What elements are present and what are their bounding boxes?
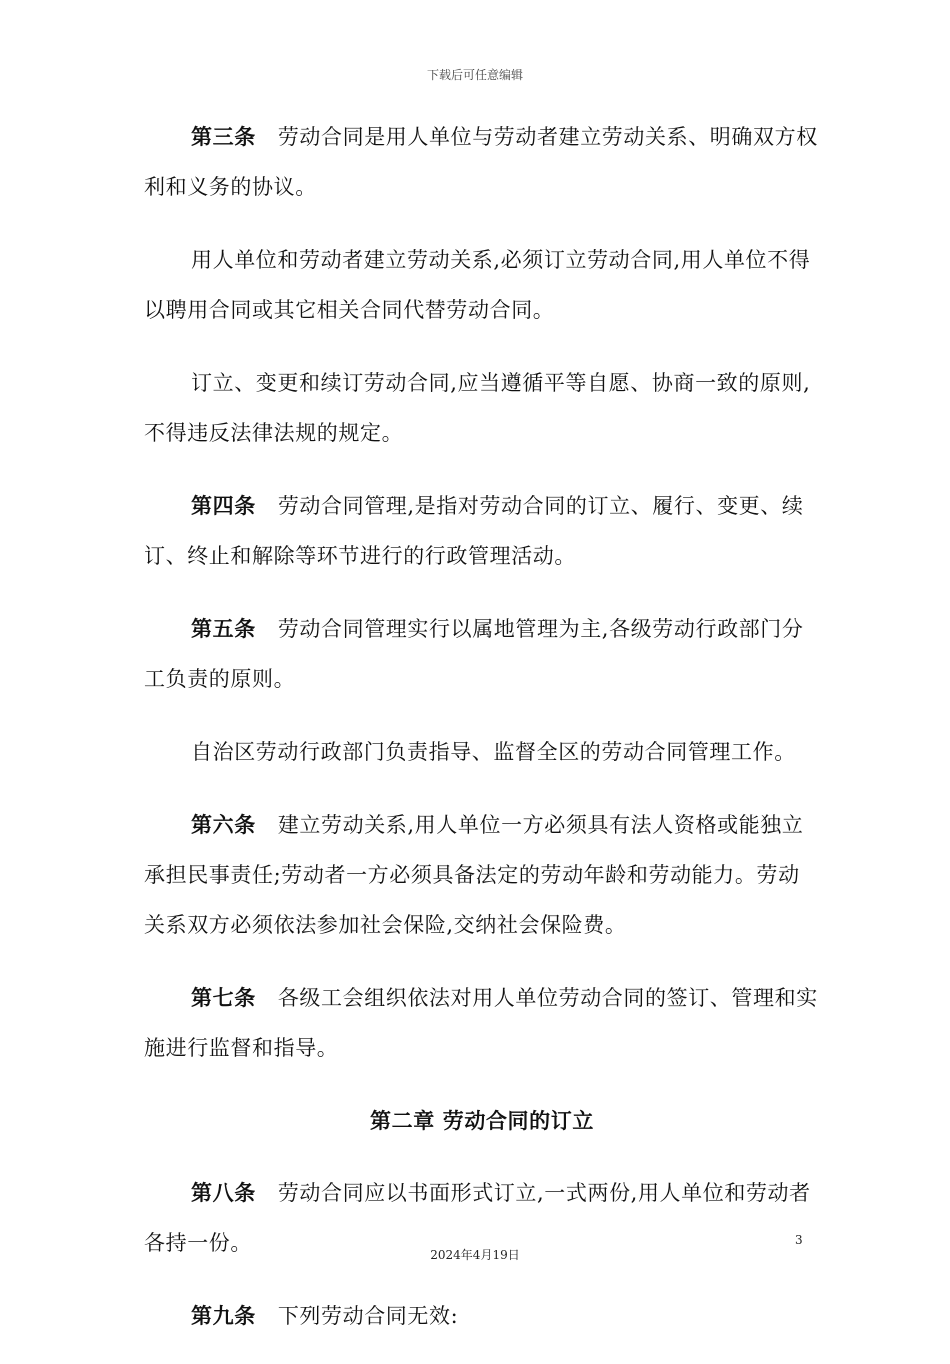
article-8-label: 第八条: [191, 1180, 256, 1205]
article-9-text-1: 下列劳动合同无效:: [277, 1304, 459, 1328]
article-5-text-2: 自治区劳动行政部门负责指导、监督全区的劳动合同管理工作。: [191, 740, 796, 764]
chapter-2-title: 第二章 劳动合同的订立: [370, 1108, 594, 1133]
article-5-paragraph-2: [144, 727, 820, 777]
article-4-text-1: 劳动合同管理,是指对劳动合同的订立、履行、变更、续订、终止和解除等环节进行的行政管理活动。: [144, 494, 804, 568]
article-3-label: 第三条: [191, 124, 256, 149]
article-7-text-1: 各级工会组织依法对用人单位劳动合同的签订、管理和实施进行监督和指导。: [144, 986, 818, 1060]
page-number: 3: [795, 1233, 803, 1247]
article-6-label: 第六条: [191, 812, 256, 837]
article-3-paragraph-1: [144, 112, 820, 212]
article-7-label: 第七条: [191, 985, 256, 1010]
article-6-paragraph-1: [144, 800, 820, 950]
article-7-paragraph-1: [144, 973, 820, 1073]
article-9-paragraph-1: [144, 1291, 820, 1341]
article-3-paragraph-3: [144, 358, 820, 458]
article-8-text-1: 劳动合同应以书面形式订立,一式两份,用人单位和劳动者各持一份。: [144, 1181, 811, 1255]
article-6-text-1: 建立劳动关系,用人单位一方必须具有法人资格或能独立承担民事责任;劳动者一方必须具备法定的劳动年龄和劳动能力。劳动关系双方必须依法参加社会保险,交纳社会保险费。: [144, 813, 804, 937]
article-4-label: 第四条: [191, 493, 256, 518]
article-4-paragraph-1: [144, 481, 820, 581]
footer-date: 2024年4月19日: [430, 1248, 520, 1262]
article-3-paragraph-2: [144, 235, 820, 335]
page-header: 下载后可任意编辑: [426, 68, 523, 82]
article-5-paragraph-1: [144, 604, 820, 704]
article-5-text-1: 劳动合同管理实行以属地管理为主,各级劳动行政部门分工负责的原则。: [144, 617, 804, 691]
article-3-text-1: 劳动合同是用人单位与劳动者建立劳动关系、明确双方权利和义务的协议。: [144, 125, 818, 199]
article-3-text-3: 订立、变更和续订劳动合同,应当遵循平等自愿、协商一致的原则,不得违反法律法规的规定。: [144, 371, 811, 445]
article-3-text-2: 用人单位和劳动者建立劳动关系,必须订立劳动合同,用人单位不得以聘用合同或其它相关合同代替劳动合同。: [144, 248, 811, 322]
article-5-label: 第五条: [191, 616, 256, 641]
article-9-label: 第九条: [191, 1303, 256, 1328]
document-body: [144, 112, 820, 1364]
